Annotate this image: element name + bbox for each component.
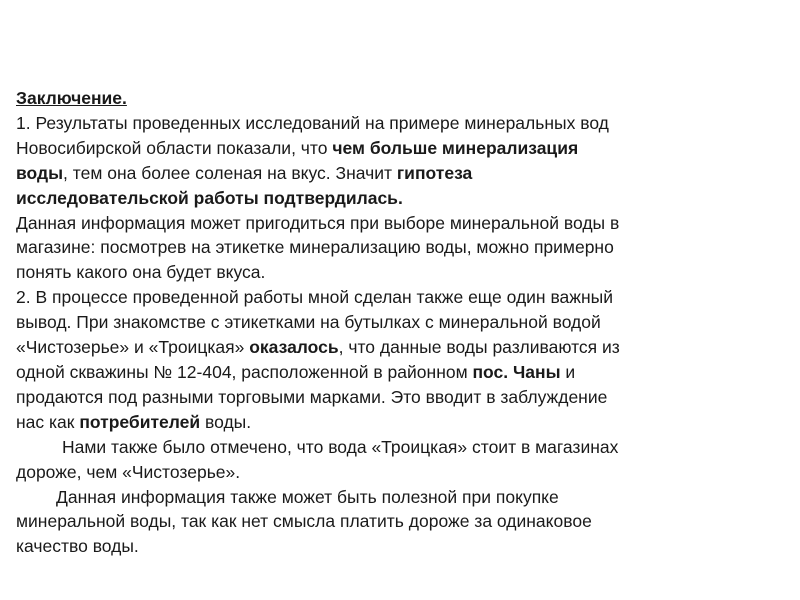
- text-line: [16, 111, 786, 136]
- bold-text-segment: оказалось: [249, 337, 339, 358]
- text-line: [16, 235, 786, 260]
- text-line: [16, 410, 786, 435]
- text-line: [16, 360, 786, 385]
- text-segment: вывод. При знакомстве с этикетками на бутылках с минеральной водой: [16, 312, 601, 333]
- bold-text-segment: воды: [16, 162, 64, 183]
- text-line: [16, 310, 786, 335]
- conclusion-body: [16, 111, 786, 559]
- text-segment: , тем она более соленая на вкус. Значит: [63, 162, 397, 183]
- text-segment: магазине: посмотрев на этикетке минерализацию воды, можно примерно: [16, 237, 614, 258]
- text-segment: 1. Результаты проведенных исследований на примере минеральных вод: [16, 112, 609, 133]
- bold-text-segment: пос. Чаны: [472, 361, 561, 382]
- text-line: [16, 161, 786, 186]
- text-segment: Данная информация также может быть полезной при покупке: [56, 486, 559, 507]
- text-segment: одной скважины № 12-404, расположенной в районном: [16, 361, 473, 382]
- text-segment: «Чистозерье» и «Троицкая»: [16, 337, 250, 358]
- text-segment: и: [560, 361, 576, 382]
- text-segment: минеральной воды, так как нет смысла платить дороже за одинаковое: [16, 511, 592, 532]
- text-segment: , что данные воды разливаются из: [338, 337, 620, 358]
- text-line: [16, 509, 786, 534]
- text-line: [16, 335, 786, 360]
- text-segment: дороже, чем «Чистозерье».: [16, 461, 241, 482]
- text-line: [16, 211, 786, 236]
- text-segment: продаются под разными торговыми марками. Это вводит в заблуждение: [16, 386, 608, 407]
- bold-text-segment: гипотеза: [396, 162, 473, 183]
- text-segment: нас как: [16, 411, 80, 432]
- bold-text-segment: чем больше минерализация: [332, 137, 579, 158]
- bold-text-segment: исследовательской работы подтвердилась.: [16, 187, 403, 208]
- text-line: [16, 460, 786, 485]
- bold-text-segment: потребителей: [79, 411, 201, 432]
- conclusion-text-block: [16, 86, 786, 559]
- text-segment: Данная информация может пригодиться при выборе минеральной воды в: [16, 212, 620, 233]
- text-segment: качество воды.: [16, 536, 139, 557]
- text-line: [16, 186, 786, 211]
- text-segment: воды.: [200, 411, 252, 432]
- text-line: [16, 285, 786, 310]
- conclusion-heading: Заключение.: [16, 88, 127, 108]
- text-segment: 2. В процессе проведенной работы мной сделан также еще один важный: [16, 287, 614, 308]
- text-segment: Новосибирской области показали, что: [16, 137, 333, 158]
- text-line: [16, 136, 786, 161]
- text-line: [16, 534, 786, 559]
- text-line: [16, 385, 786, 410]
- text-line: [16, 435, 786, 460]
- text-segment: понять какого она будет вкуса.: [16, 262, 266, 283]
- text-line: [16, 485, 786, 510]
- text-line: [16, 260, 786, 285]
- text-segment: Нами также было отмечено, что вода «Троицкая» стоит в магазинах: [62, 436, 619, 457]
